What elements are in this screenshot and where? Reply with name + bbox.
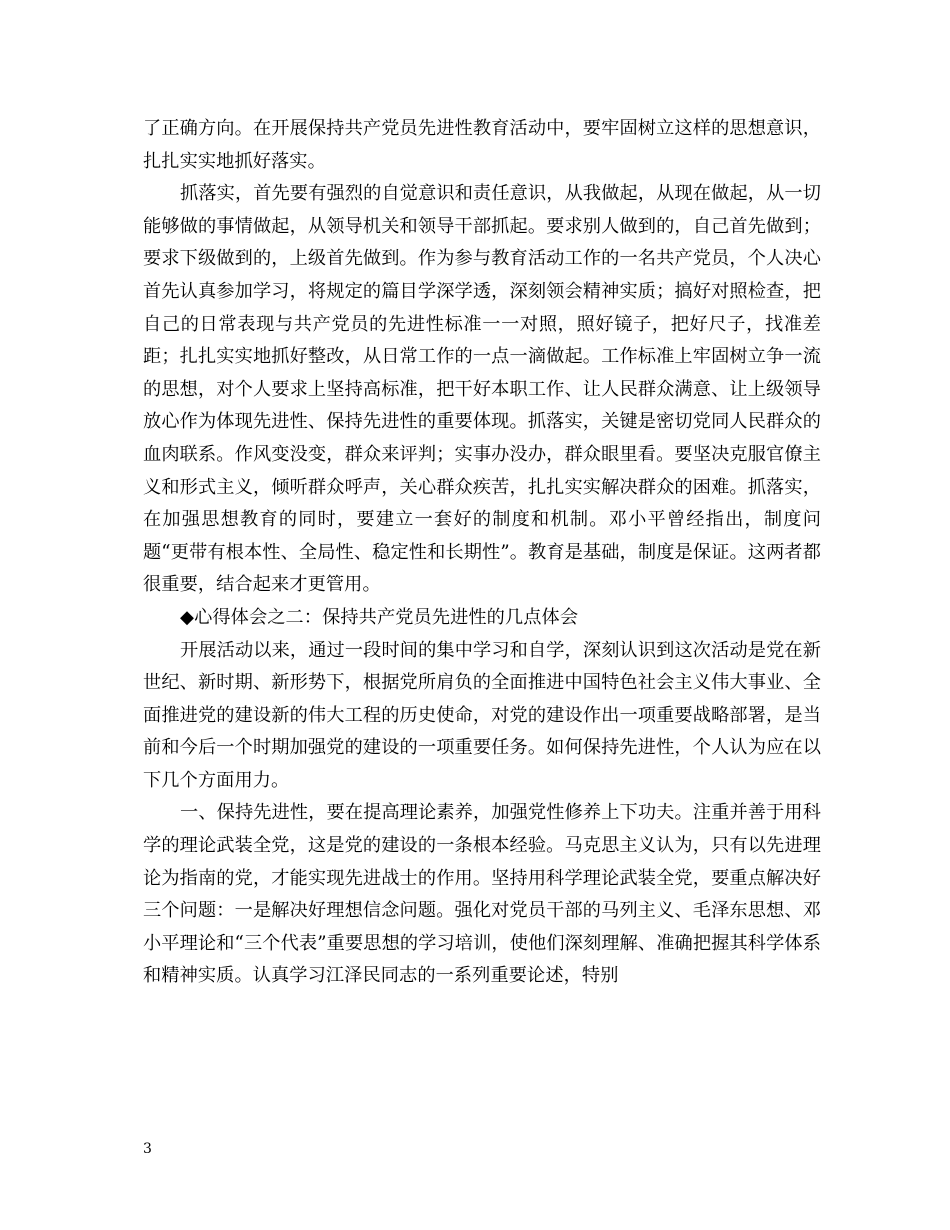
paragraph-continuation: 了正确方向。在开展保持共产党员先进性教育活动中，要牢固树立这样的思想意识，扎扎实实地抓好落实。 bbox=[143, 118, 821, 172]
page-number: 3 bbox=[143, 1141, 152, 1157]
paragraph-introduction: 开展活动以来，通过一段时间的集中学习和自学，深刻认识到这次活动是党在新世纪、新时期、新形势下，根据党所肩负的全面推进中国特色社会主义伟大事业、全面推进党的建设新的伟大工程的历史使命，对党的建设作出一项重要战略部署，是当前和今后一个时期加强党的建设的一项重要任务。如何保持先进性，个人认为应在以下几个方面用力。 bbox=[143, 639, 821, 791]
paragraph-implementation: 抓落实，首先要有强烈的自觉意识和责任意识，从我做起，从现在做起，从一切能够做的事情做起，从领导机关和领导干部抓起。要求别人做到的，自己首先做到；要求下级做到的，上级首先做到。作为参与教育活动工作的一名共产党员，个人决心首先认真参加学习，将规定的篇目学深学透，深刻领会精神实质；搞好对照检查，把自己的日常表现与共产党员的先进性标准一一对照，照好镜子，把好尺子，找准差距；扎扎实实地抓好整改，从日常工作的一点一滴做起。工作标准上牢固树立争一流的思想，对个人要求上坚持高标准，把干好本职工作、让人民群众满意、让上级领导放心作为体现先进性、保持先进性的重要体现。抓落实，关键是密切党同人民群众的血肉联系。作风变没变，群众来评判；实事办没办，群众眼里看。要坚决克服官僚主义和形式主义，倾听群众呼声，关心群众疾苦，扎扎实实解决群众的困难。抓落实，在加强思想教育的同时，要建立一套好的制度和机制。邓小平曾经指出，制度问题“更带有根本性、全局性、稳定性和长期性”。教育是基础，制度是保证。这两者都很重要，结合起来才更管用。 bbox=[143, 183, 821, 596]
paragraph-point-one: 一、保持先进性，要在提高理论素养，加强党性修养上下功夫。注重并善于用科学的理论武装全党，这是党的建设的一条根本经验。马克思主义认为，只有以先进理论为指南的党，才能实现先进战士的作用。坚持用科学理论武装全党，要重点解决好三个问题：一是解决好理想信念问题。强化对党员干部的马列主义、毛泽东思想、邓小平理论和“三个代表”重要思想的学习培训，使他们深刻理解、准确把握其科学体系和精神实质。认真学习江泽民同志的一系列重要论述，特别 bbox=[143, 802, 821, 987]
section-heading: ◆心得体会之二：保持共产党员先进性的几点体会 bbox=[180, 606, 579, 628]
document-body bbox=[143, 113, 821, 993]
